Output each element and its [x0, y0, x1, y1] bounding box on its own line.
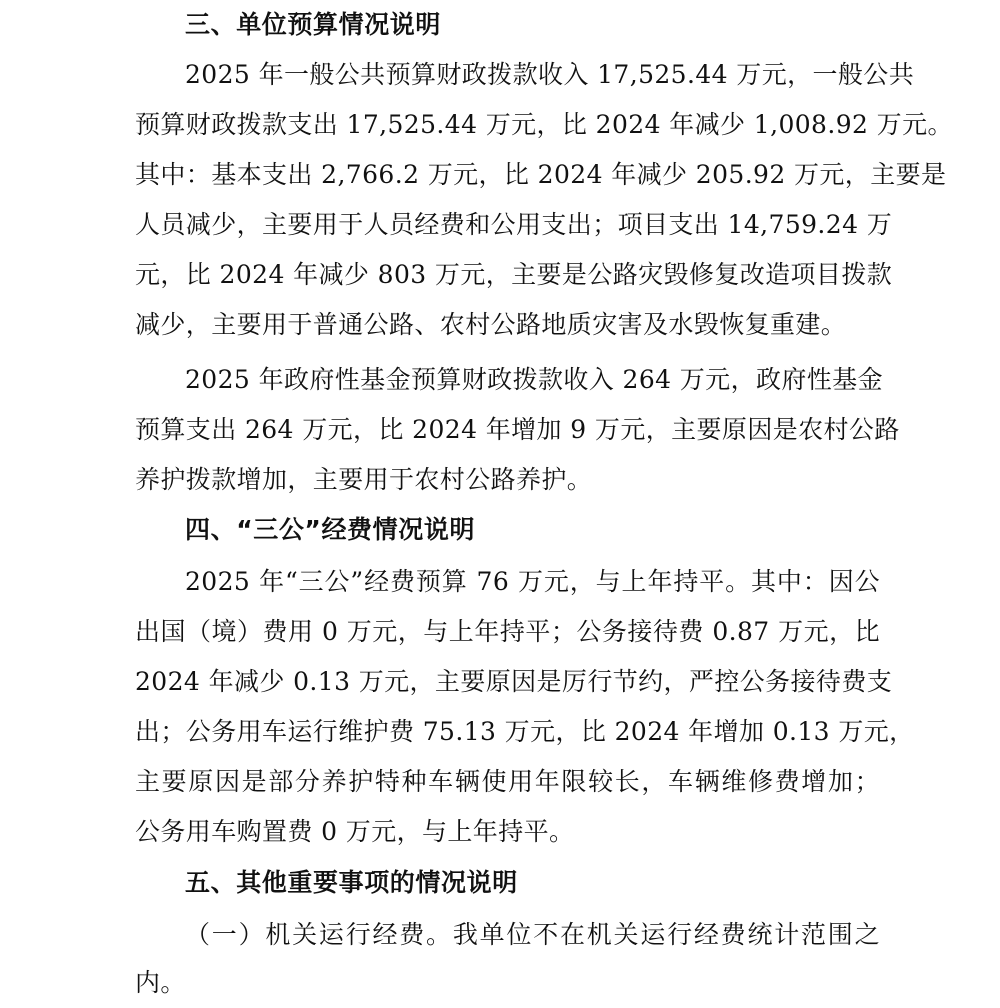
- section-heading-other-matters: 五、其他重要事项的情况说明: [185, 868, 518, 897]
- paragraph-line: 养护拨款增加，主要用于农村公路养护。: [135, 465, 593, 494]
- paragraph-line: 主要原因是部分养护特种车辆使用年限较长，车辆维修费增加；: [135, 767, 880, 796]
- paragraph-line: 公务用车购置费 0 万元，与上年持平。: [135, 817, 575, 846]
- paragraph-line: （一）机关运行经费。我单位不在机关运行经费统计范围之: [185, 920, 880, 949]
- paragraph-line: 2025 年一般公共预算财政拨款收入 17,525.44 万元，一般公共: [185, 60, 915, 89]
- paragraph-line: 减少，主要用于普通公路、农村公路地质灾害及水毁恢复重建。: [135, 310, 847, 339]
- paragraph-line: 内。: [135, 968, 186, 997]
- paragraph-line: 2025 年政府性基金预算财政拨款收入 264 万元，政府性基金: [185, 365, 883, 394]
- paragraph-line: 2025 年“三公”经费预算 76 万元，与上年持平。其中：因公: [185, 567, 880, 596]
- paragraph-line: 出国（境）费用 0 万元，与上年持平；公务接待费 0.87 万元，比: [135, 617, 880, 646]
- paragraph-line: 人员减少，主要用于人员经费和公用支出；项目支出 14,759.24 万: [135, 210, 893, 239]
- paragraph-line: 元，比 2024 年减少 803 万元，主要是公路灾毁修复改造项目拨款: [135, 260, 893, 289]
- paragraph-line: 出；公务用车运行维护费 75.13 万元，比 2024 年增加 0.13 万元，: [135, 717, 915, 746]
- paragraph-line: 预算支出 264 万元，比 2024 年增加 9 万元，主要原因是农村公路: [135, 415, 900, 444]
- paragraph-line: 2024 年减少 0.13 万元，主要原因是厉行节约，严控公务接待费支: [135, 667, 893, 696]
- section-heading-budget: 三、单位预算情况说明: [185, 10, 442, 39]
- paragraph-line: 预算财政拨款支出 17,525.44 万元，比 2024 年减少 1,008.92 万元。: [135, 110, 953, 139]
- paragraph-line: 其中：基本支出 2,766.2 万元，比 2024 年减少 205.92 万元，主要是: [135, 160, 947, 189]
- section-heading-three-public: 四、“三公”经费情况说明: [185, 515, 476, 544]
